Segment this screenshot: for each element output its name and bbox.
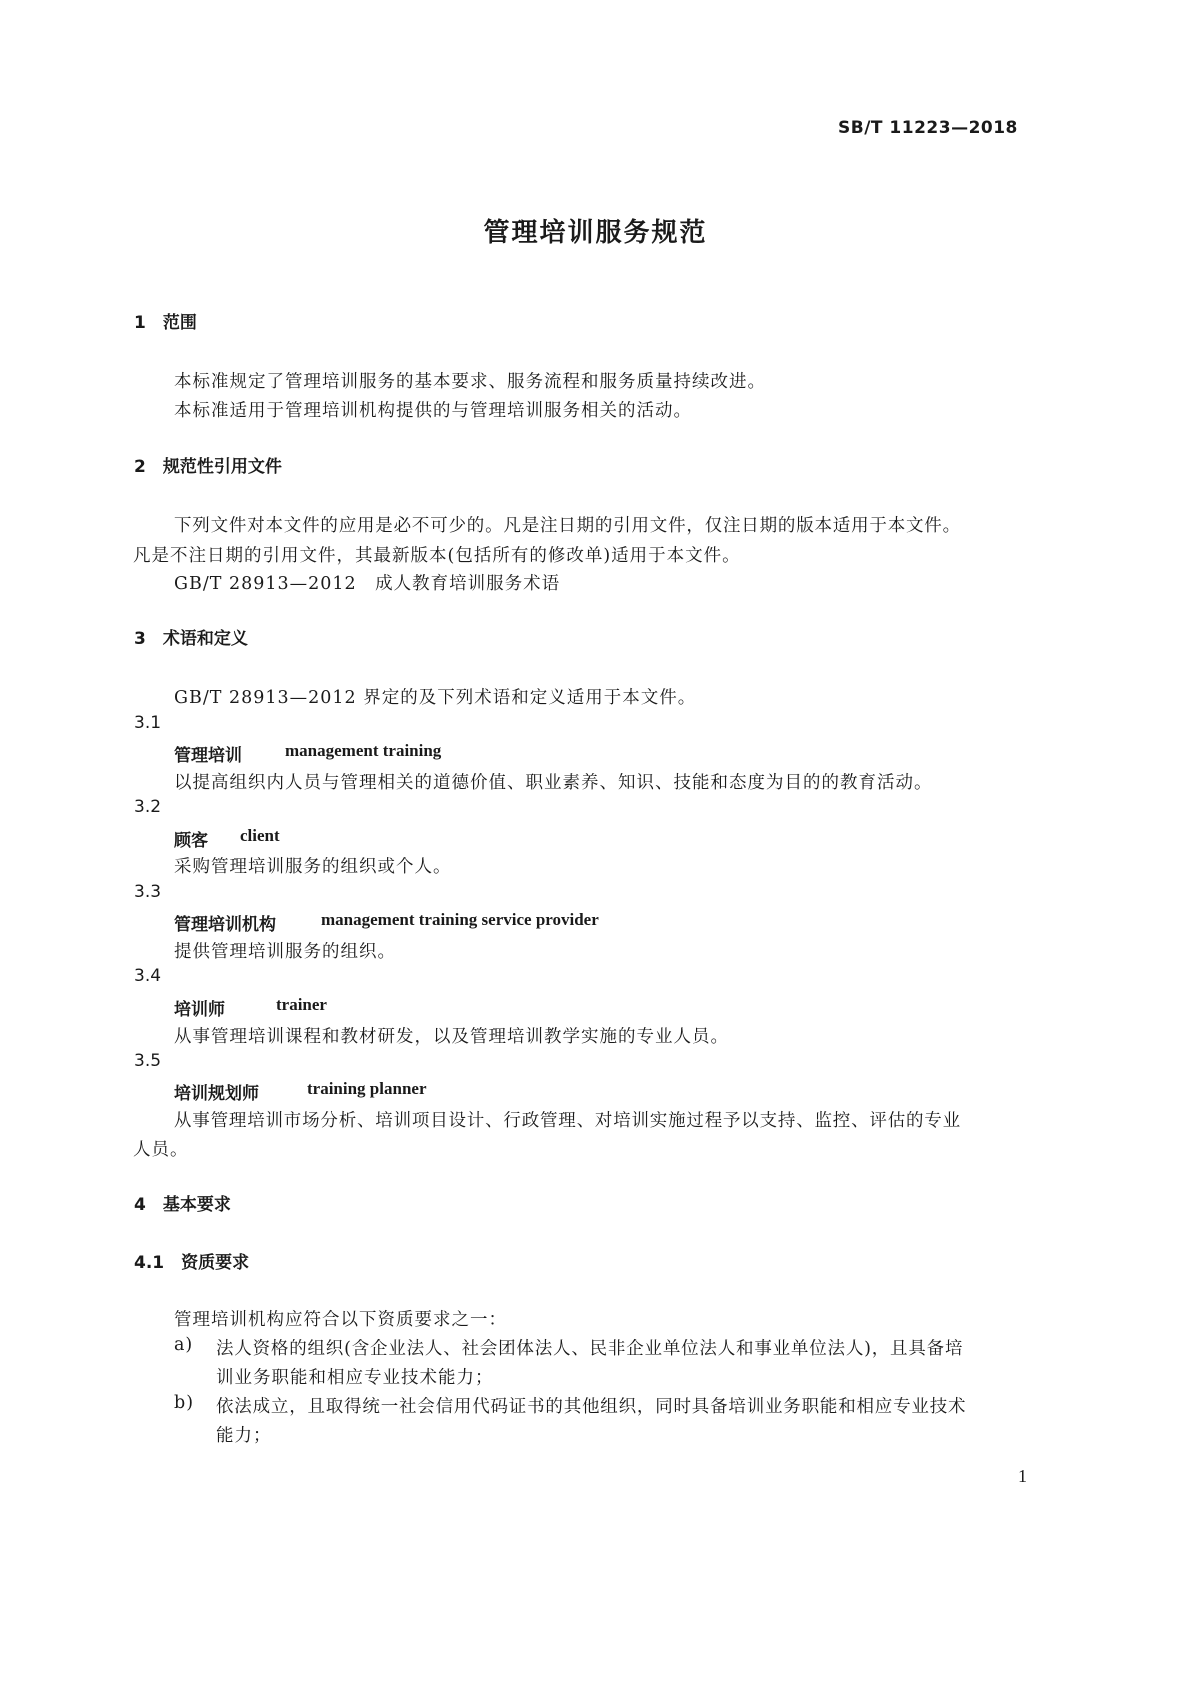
term-chinese: 管理培训 bbox=[174, 746, 242, 766]
section-3-intro: GB/T 28913—2012 界定的及下列术语和定义适用于本文件。 bbox=[174, 688, 697, 708]
subsection-4-1-heading: 4.1 资质要求 bbox=[134, 1253, 250, 1273]
term-english: trainer bbox=[276, 995, 327, 1014]
term-definition: 采购管理培训服务的组织或个人。 bbox=[174, 857, 452, 877]
term-english: client bbox=[240, 826, 280, 845]
section-3-heading: 3 术语和定义 bbox=[134, 629, 248, 649]
term-number: 3.2 bbox=[134, 797, 162, 817]
list-item-label: a) bbox=[174, 1335, 194, 1355]
section-4-heading: 4 基本要求 bbox=[134, 1195, 231, 1215]
term-chinese: 培训规划师 bbox=[174, 1084, 259, 1104]
term-chinese: 培训师 bbox=[174, 1000, 225, 1020]
section-1-paragraph-2: 本标准适用于管理培训机构提供的与管理培训服务相关的活动。 bbox=[174, 401, 692, 421]
term-number: 3.5 bbox=[134, 1051, 162, 1071]
term-english: management training service provider bbox=[321, 910, 599, 929]
section-1-heading: 1 范围 bbox=[134, 313, 197, 333]
normative-reference: GB/T 28913—2012 成人教育培训服务术语 bbox=[174, 574, 561, 594]
list-item-text: 法人资格的组织(含企业法人、社会团体法人、民非企业单位法人和事业单位法人)，且具备培 bbox=[216, 1339, 964, 1359]
subsection-4-1-intro: 管理培训机构应符合以下资质要求之一： bbox=[174, 1310, 507, 1330]
term-chinese: 顾客 bbox=[174, 831, 208, 851]
page-number: 1 bbox=[1018, 1466, 1027, 1486]
list-item-text: 依法成立，且取得统一社会信用代码证书的其他组织，同时具备培训业务职能和相应专业技术 bbox=[216, 1397, 967, 1417]
document-code: SB/T 11223—2018 bbox=[838, 118, 1018, 138]
term-definition: 以提高组织内人员与管理相关的道德价值、职业素养、知识、技能和态度为目的的教育活动。 bbox=[174, 773, 933, 793]
term-definition: 提供管理培训服务的组织。 bbox=[174, 942, 396, 962]
term-definition: 从事管理培训课程和教材研发，以及管理培训教学实施的专业人员。 bbox=[174, 1027, 729, 1047]
list-item-text-continuation: 训业务职能和相应专业技术能力； bbox=[216, 1368, 494, 1388]
section-2-paragraph-line-1: 下列文件对本文件的应用是必不可少的。凡是注日期的引用文件，仅注日期的版本适用于本文件。 bbox=[174, 516, 961, 536]
section-2-heading: 2 规范性引用文件 bbox=[134, 457, 282, 477]
term-english: training planner bbox=[307, 1079, 427, 1098]
term-number: 3.3 bbox=[134, 882, 162, 902]
section-2-paragraph-line-2: 凡是不注日期的引用文件，其最新版本(包括所有的修改单)适用于本文件。 bbox=[133, 546, 741, 566]
page-title: 管理培训服务规范 bbox=[483, 218, 708, 248]
term-number: 3.4 bbox=[134, 966, 162, 986]
term-chinese: 管理培训机构 bbox=[174, 915, 276, 935]
term-definition-continuation: 人员。 bbox=[133, 1140, 189, 1160]
section-1-paragraph-1: 本标准规定了管理培训服务的基本要求、服务流程和服务质量持续改进。 bbox=[174, 372, 766, 392]
list-item-text-continuation: 能力； bbox=[216, 1426, 272, 1446]
term-english: management training bbox=[285, 741, 442, 760]
term-definition: 从事管理培训市场分析、培训项目设计、行政管理、对培训实施过程予以支持、监控、评估的专业 bbox=[174, 1111, 961, 1131]
list-item-label: b) bbox=[174, 1393, 195, 1413]
term-number: 3.1 bbox=[134, 713, 162, 733]
